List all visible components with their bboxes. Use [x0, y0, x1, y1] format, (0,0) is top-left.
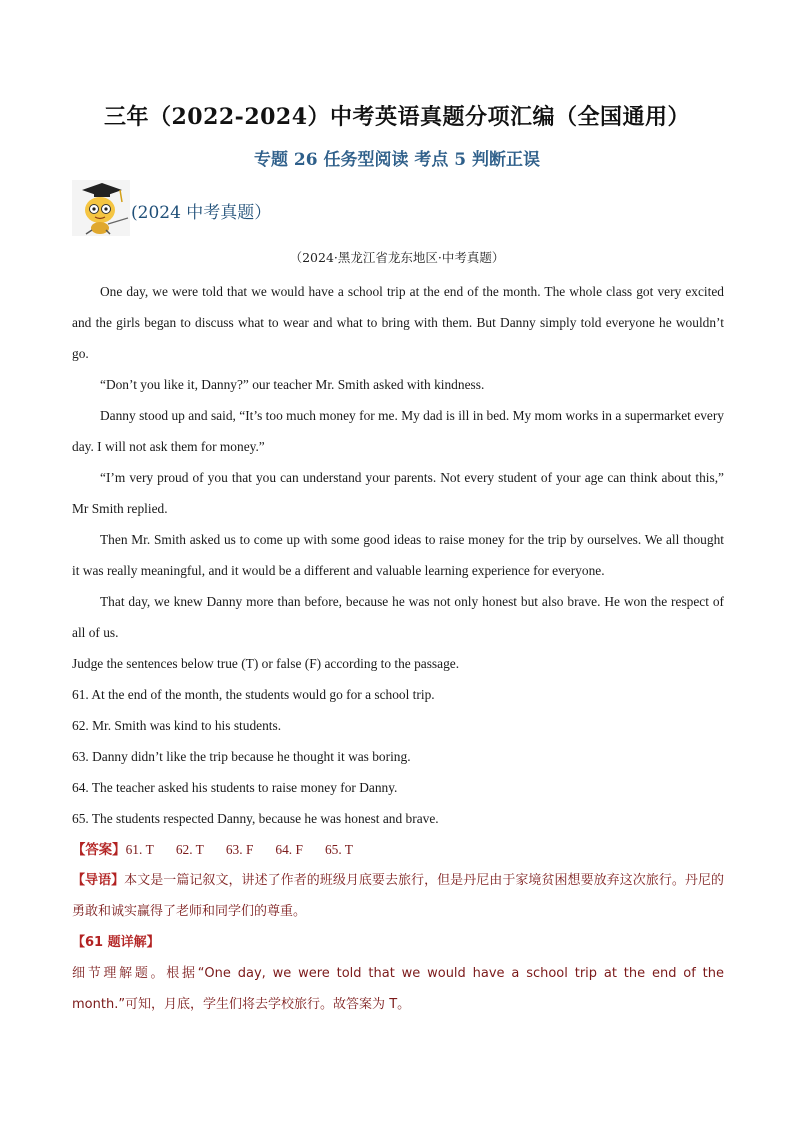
guide-paragraph — [72, 865, 724, 927]
answer-item: 65. T — [324, 842, 353, 857]
passage-paragraph: Danny stood up and said, “It’s too much money for me. My dad is ill in bed. My mom works in a supermarket every day. I will not ask them for money.” — [72, 408, 724, 454]
detail-text: 细节理解题。根据“One day, we were told that we would have a school trip at the end of the month.”可知，月底，学生们将去学校旅行。故答案为 T。 — [72, 966, 724, 1012]
page-title: 三年（2022-2024）中考英语真题分项汇编（全国通用） — [103, 104, 691, 130]
passage-body — [72, 276, 724, 1020]
passage-paragraph: Then Mr. Smith asked us to come up with some good ideas to raise money for the trip by ourselves. We all thought it was really meaningful, and it would be a different and valuable learning experience for everyone. — [72, 532, 724, 578]
question-source: （2024·黑龙江省龙东地区·中考真题） — [289, 250, 505, 265]
guide-label: 【导语】 — [72, 873, 125, 888]
passage-paragraph: One day, we were told that we would have a school trip at the end of the month. The whole class got very excited and the girls began to discuss what to wear and what to bring with them. But Danny simply told everyone he wouldn’t go. — [72, 284, 724, 361]
graduate-cartoon-icon — [72, 180, 130, 236]
answer-label: 【答案】 — [72, 842, 126, 857]
detail-label: 【61 题详解】 — [72, 935, 160, 950]
question-item: 64. The teacher asked his students to raise money for Danny. — [72, 780, 398, 795]
passage-paragraph: “I’m very proud of you that you can understand your parents. Not every student of your age can think about this,” Mr Smith replied. — [72, 470, 724, 516]
answer-item: 63. F — [225, 842, 254, 857]
question-item: 63. Danny didn’t like the trip because he thought it was boring. — [72, 749, 411, 764]
question-item: 65. The students respected Danny, because he was honest and brave. — [72, 811, 439, 826]
answer-line — [72, 834, 724, 865]
passage-paragraph: “Don’t you like it, Danny?” our teacher Mr. Smith asked with kindness. — [100, 377, 485, 392]
instruction: Judge the sentences below true (T) or false (F) according to the passage. — [72, 656, 460, 671]
answer-item: 64. F — [275, 842, 303, 857]
question-item: 62. Mr. Smith was kind to his students. — [72, 718, 282, 733]
page-subtitle: 专题 26 任务型阅读 考点 5 判断正误 — [253, 150, 541, 170]
detail-heading — [72, 927, 724, 958]
answer-item: 62. T — [175, 842, 204, 857]
section-tag: (2024 中考真题） — [131, 203, 272, 223]
answer-item: 61. T — [125, 842, 154, 857]
question-item: 61. At the end of the month, the students would go for a school trip. — [72, 687, 435, 702]
guide-text: 本文是一篇记叙文，讲述了作者的班级月底要去旅行，但是丹尼由于家境贫困想要放弃这次旅行。丹尼的勇敢和诚实赢得了老师和同学们的尊重。 — [72, 873, 724, 919]
passage-paragraph: That day, we knew Danny more than before, because he was not only honest but also brave. He won the respect of all of us. — [72, 594, 724, 640]
